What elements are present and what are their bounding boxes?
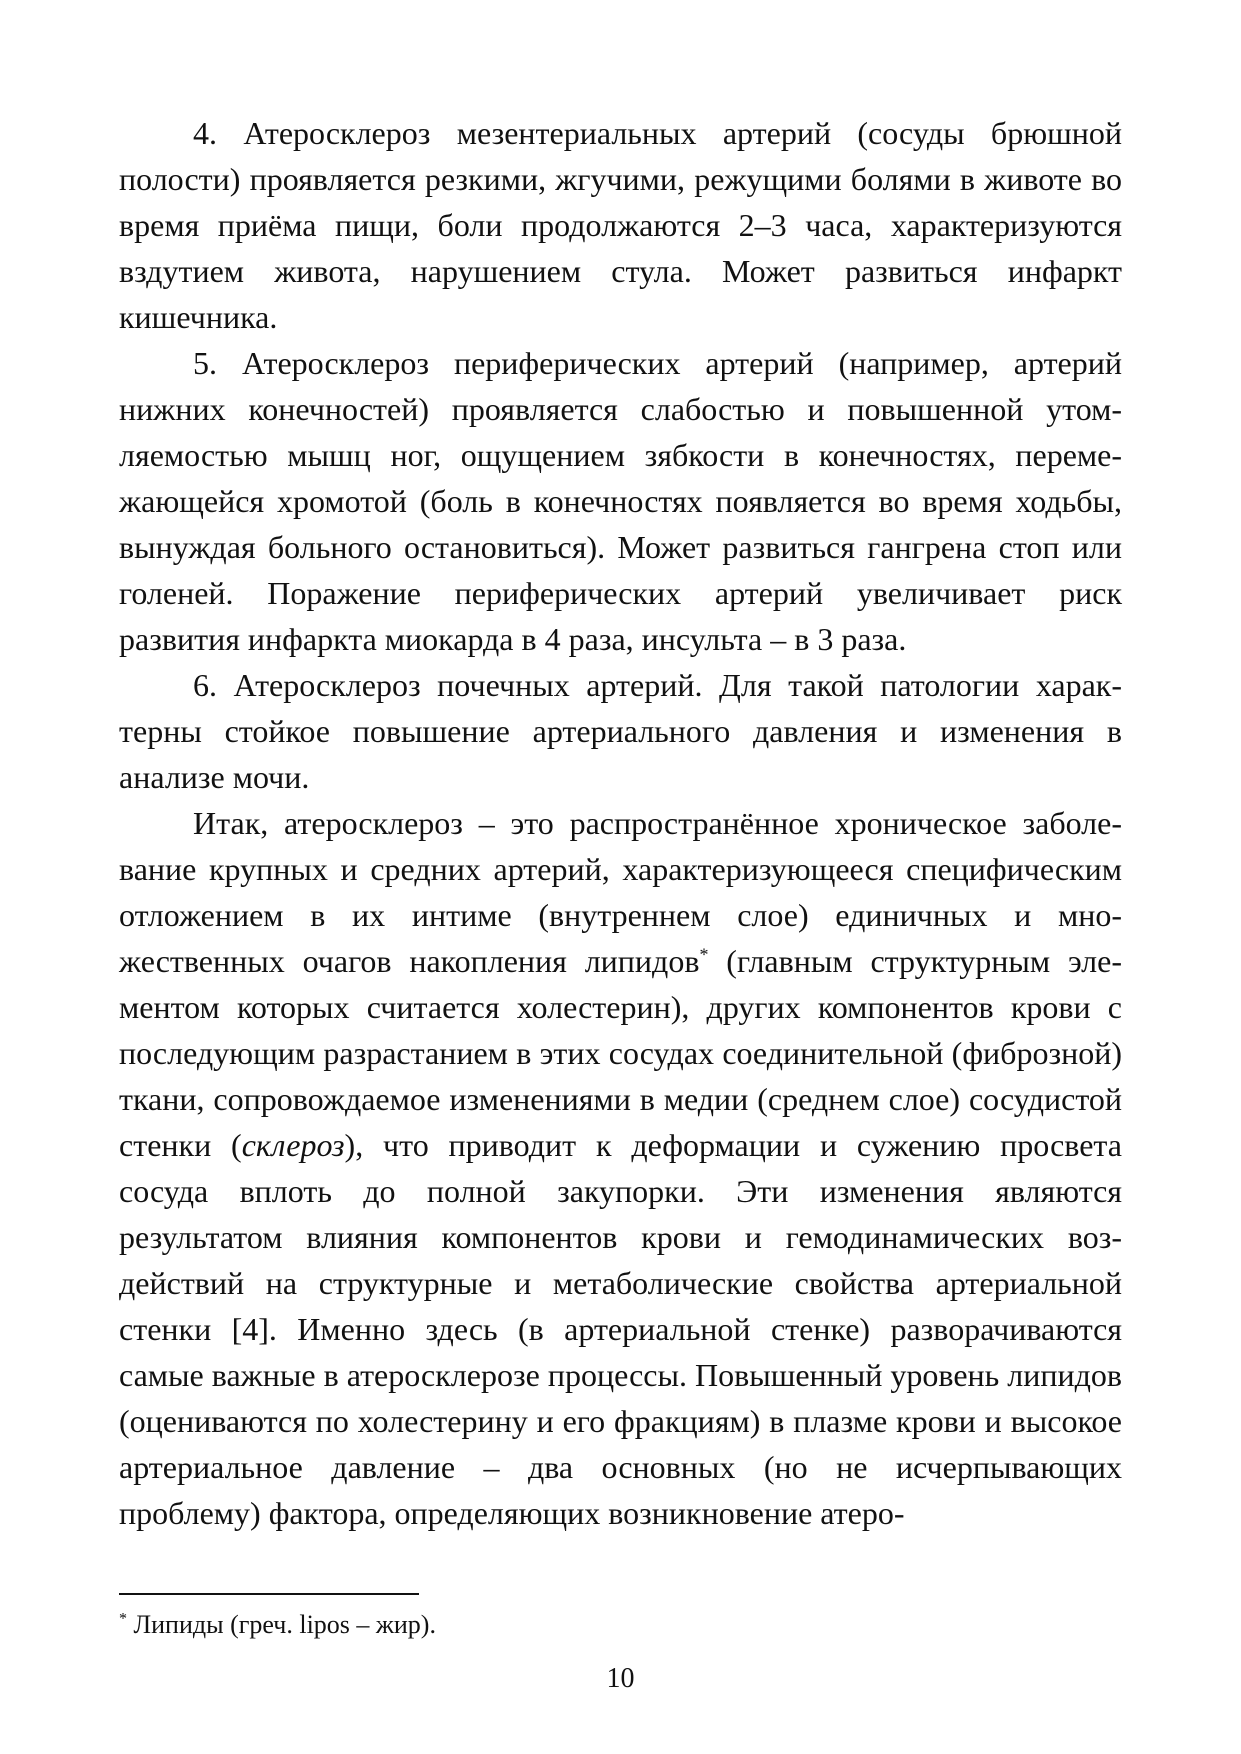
page-number: 10: [606, 1663, 635, 1694]
paragraph-atherosclerosis-summary: [119, 800, 1122, 1536]
footnote-mark: *: [119, 1610, 127, 1628]
paragraph-renal-arteries: 6. Атеросклероз почечных артерий. Для такой патологии характерны стойкое повышение артериального давления и изменения в анализе мочи.: [119, 667, 1122, 795]
summary-text-part-2: (главным структурным элементом которых считается холестерин), других компонентов крови с последующим разрастанием в этих сосудах соединительной (фиброзной) ткани, сопровождаемое изменениями в медии (среднем слое) сосудистой стенки (: [119, 943, 1123, 1163]
paragraph-mesenteric-arteries: 4. Атеросклероз мезентериальных артерий (сосуды брюшной полости) проявляется резкими, жгучими, режущими болями в животе во время приёма пищи, боли продолжаются 2–3 часа, характеризуются вздутием живота, нарушением стула. Может развиться инфаркт кишечника.: [119, 115, 1122, 335]
footnote-reference-mark: *: [699, 944, 709, 965]
footnote-separator: [119, 1593, 419, 1595]
footnote-text: Липиды (греч. lipos – жир).: [127, 1610, 436, 1639]
summary-text-part-3: ), что приводит к деформации и сужению просвета сосуда вплоть до полной закупорки. Эти изменения являются результатом влияния компонентов крови и гемодинамических воздействий на структурные и метаболические свойства артериальной стенки [4]. Именно здесь (в артериальной стенке) разворачиваются самые важные в атеросклерозе процессы. Повышенный уровень липидов (оцениваются по холестерину и его фракциям) в плазме крови и высокое артериальное давление – два основных (но не исчерпывающих проблему) фактора, определяющих возникновение атеро-: [119, 1127, 1123, 1531]
summary-text-part-1: Итак, атеросклероз – это распространённое хроническое заболевание крупных и средних артерий, характеризующееся специфическим отложением в их интиме (внутреннем слое) единичных и множественных очагов накопления липидов: [119, 805, 1122, 979]
footnote: [119, 1608, 1122, 1642]
paragraph-peripheral-arteries: 5. Атеросклероз периферических артерий (например, артерий нижних конечностей) проявляется слабостью и повышенной утомляемостью мышц ног, ощущением зябкости в конечностях, перемежающейся хромотой (боль в конечностях появляется во время ходьбы, вынуждая больного остановиться). Может развиться гангрена стоп или голеней. Поражение периферических артерий увеличивает риск развития инфаркта миокарда в 4 раза, инсульта – в 3 раза.: [119, 345, 1122, 657]
italic-term-sclerosis: склероз: [241, 1127, 345, 1163]
page-body: [119, 110, 1122, 1536]
